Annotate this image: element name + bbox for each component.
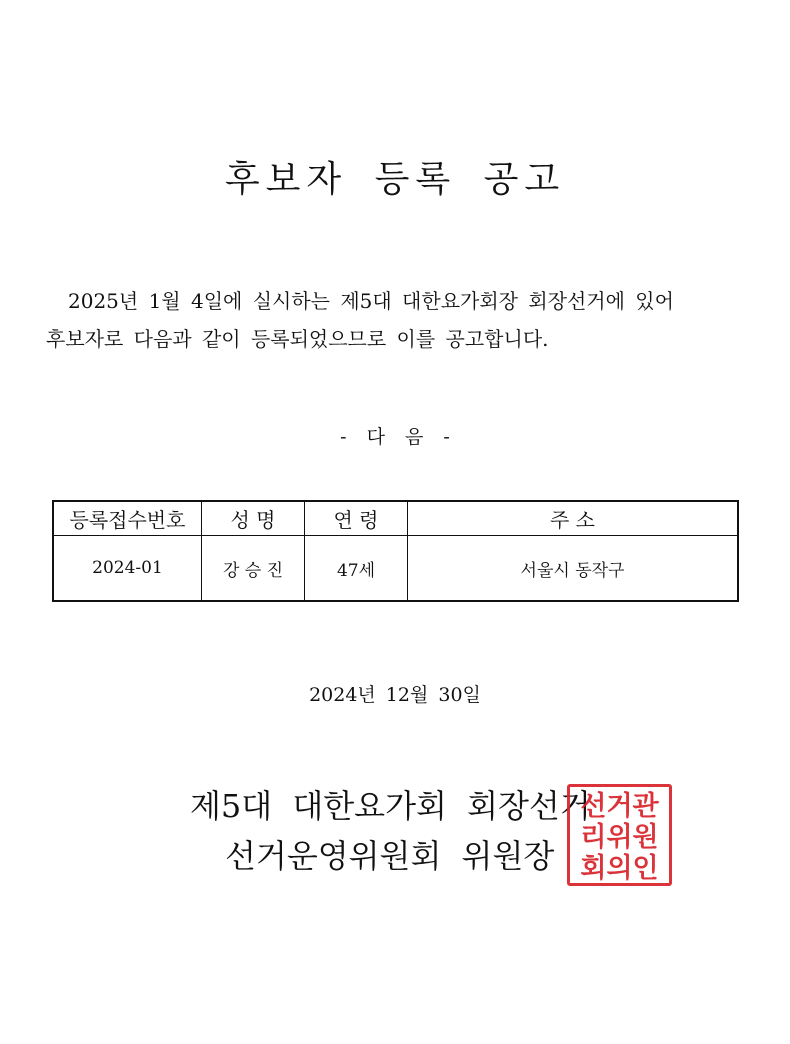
header-name: 성 명 — [202, 501, 305, 536]
signature-line-1: 제5대 대한요가회 회장선거 — [190, 787, 591, 825]
section-heading: - 다 음 - — [340, 426, 450, 448]
cell-registration-number: 2024-01 — [53, 536, 202, 602]
announcement-date: 2024년 12월 30일 — [309, 684, 481, 706]
official-seal-stamp — [567, 784, 672, 886]
table-row — [53, 536, 738, 602]
seal-row-3: 회의인 — [580, 853, 659, 883]
document-title: 후보자 등록 공고 — [224, 159, 566, 200]
header-age: 연 령 — [305, 501, 408, 536]
table-header-row — [53, 501, 738, 536]
cell-address: 서울시 동작구 — [408, 536, 739, 602]
candidate-table — [52, 500, 739, 602]
seal-row-1: 선거관 — [580, 791, 659, 822]
signature-line-2: 선거운영위원회 위원장 — [225, 837, 555, 875]
seal-row-2: 리위원 — [580, 822, 659, 853]
body-line-1: 2025년 1월 4일에 실시하는 제5대 대한요가회장 회장선거에 있어 — [68, 289, 674, 313]
announcement-body — [46, 282, 746, 358]
header-address: 주 소 — [408, 501, 739, 536]
cell-age: 47세 — [305, 536, 408, 602]
seal-icon — [570, 787, 669, 883]
header-registration-number: 등록접수번호 — [53, 501, 202, 536]
cell-name: 강 승 진 — [202, 536, 305, 602]
body-line-2: 후보자로 다음과 같이 등록되었으므로 이를 공고합니다. — [46, 327, 549, 351]
